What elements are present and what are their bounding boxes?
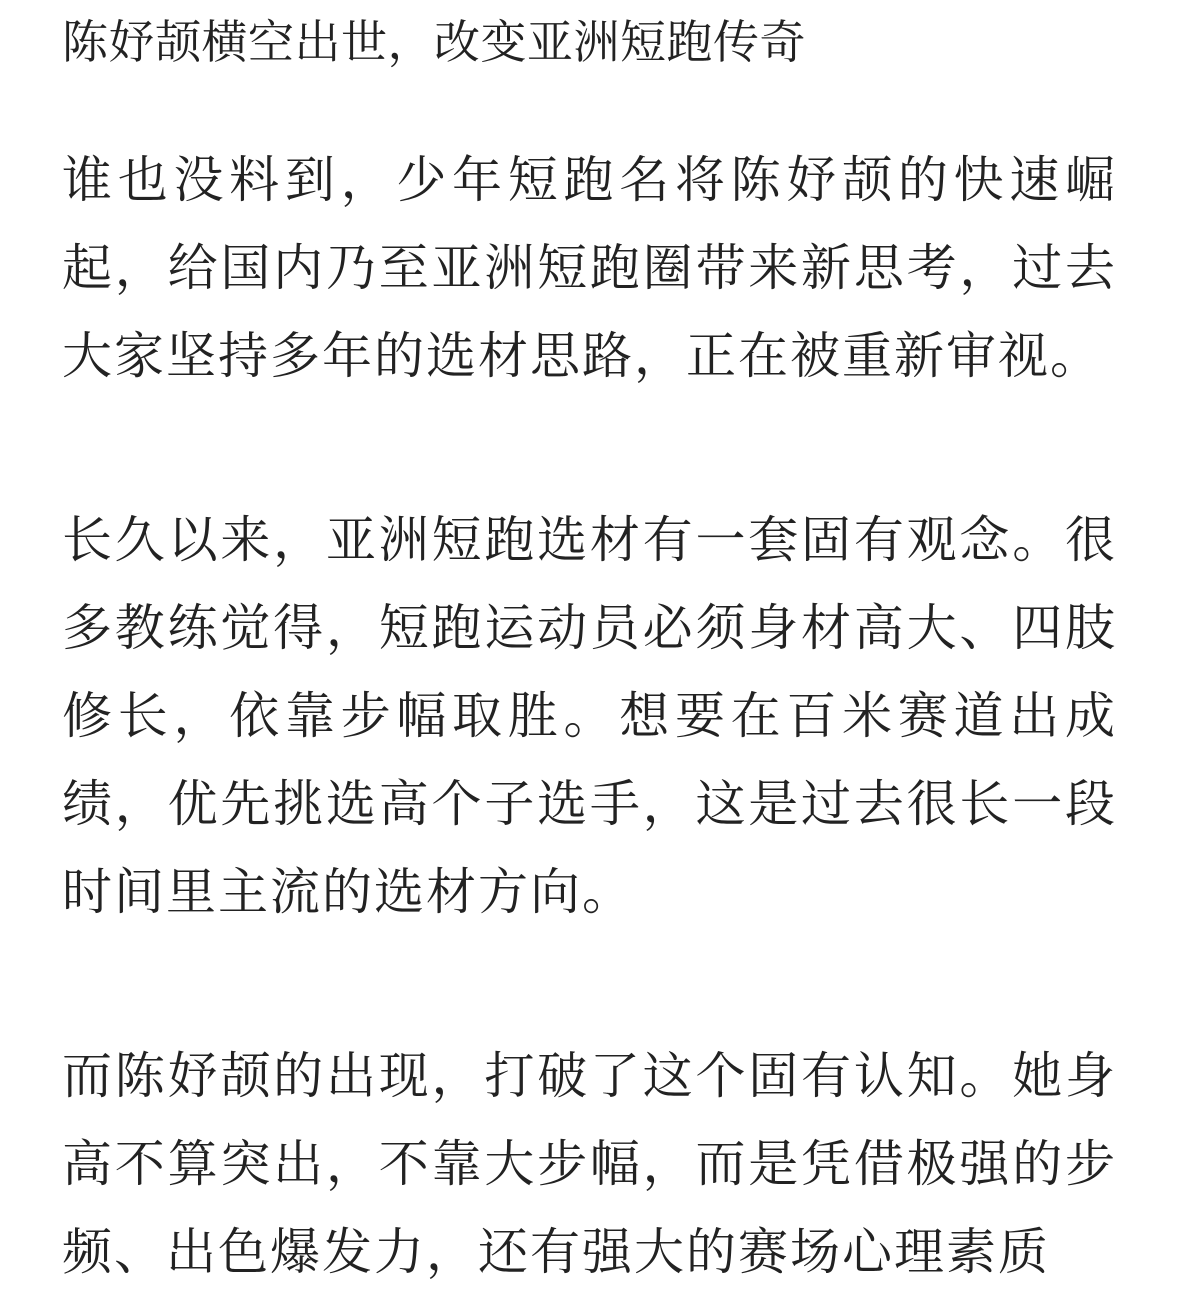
article-title: 陈妤颉横空出世，改变亚洲短跑传奇 <box>62 15 806 69</box>
paragraph-2: 长久以来，亚洲短跑选材有一套固有观念。很多教练觉得，短跑运动员必须身材高大、四肢修长，依靠步幅取胜。想要在百米赛道出成绩，优先挑选高个子选手，这是过去很长一段时间里主流的选材方向。 <box>62 511 1117 921</box>
paragraph-1: 谁也没料到，少年短跑名将陈妤颉的快速崛起，给国内乃至亚洲短跑圈带来新思考，过去大家坚持多年的选材思路，正在被重新审视。 <box>62 151 1117 385</box>
paragraph-3: 而陈妤颉的出现，打破了这个固有认知。她身高不算突出，不靠大步幅，而是凭借极强的步频、出色爆发力，还有强大的赛场心理素质 <box>62 1047 1117 1281</box>
